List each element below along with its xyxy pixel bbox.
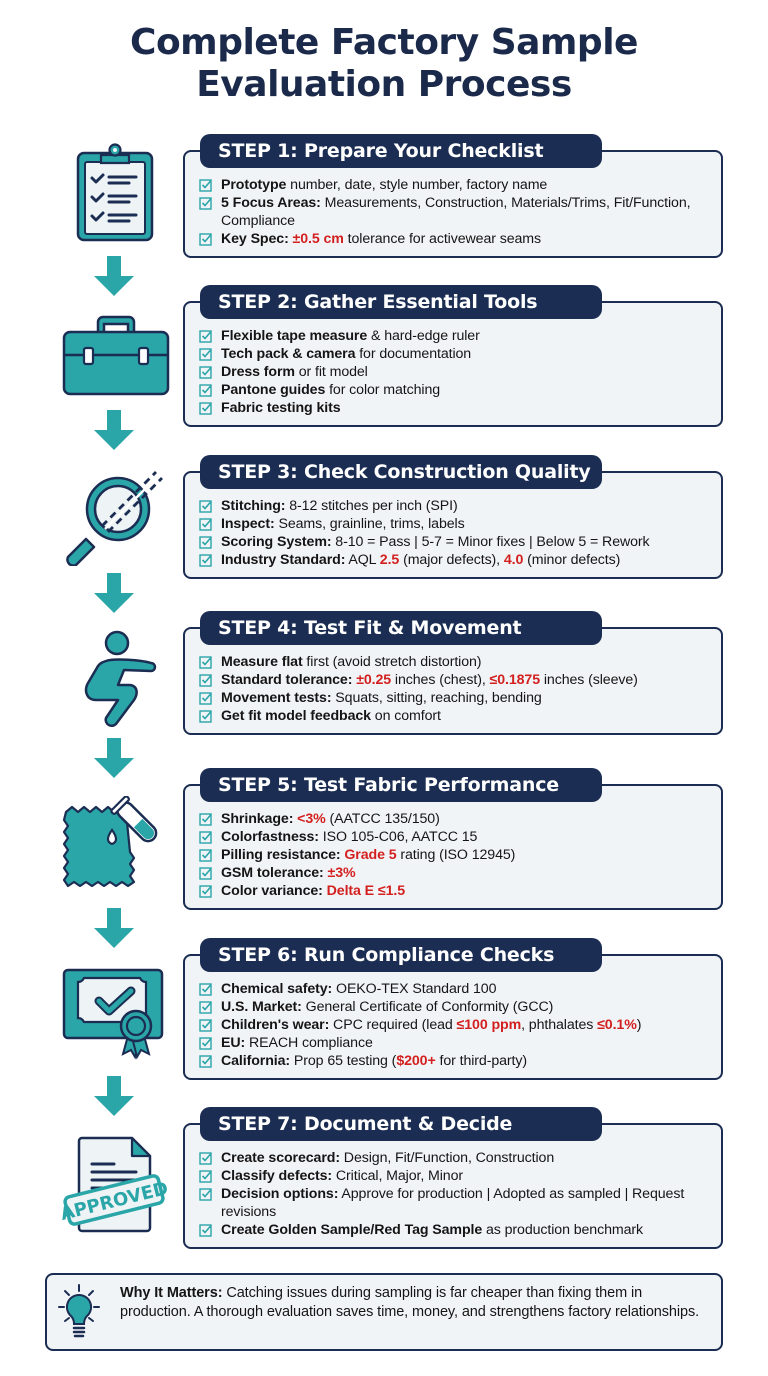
highlight-value: <3% [297,811,326,827]
item-text: Approve for production | Adopted as sampled | Request revisions [221,1186,685,1220]
item-label: Dress form [221,364,295,380]
item-label: Key Spec: [221,231,289,247]
checkbox-checked-icon [199,1223,213,1237]
highlight-value: ±3% [327,865,356,881]
item-text: rating (ISO 12945) [396,847,516,863]
checklist-item [199,551,711,569]
item-text: ) [636,1017,642,1033]
checkbox-checked-icon [199,982,213,996]
checklist-item [199,327,711,345]
checklist-item [199,1016,711,1034]
checkbox-checked-icon [199,884,213,898]
item-label: Decision options: [221,1186,339,1202]
checkbox-checked-icon [199,655,213,669]
item-text: OEKO-TEX Standard 100 [332,981,497,997]
item-text: for third-party) [435,1053,528,1069]
why-it-matters-callout [45,1273,723,1351]
checkbox-checked-icon [199,1169,213,1183]
checklist-item [199,1052,711,1070]
checkbox-checked-icon [199,232,213,246]
step-header: STEP 1: Prepare Your Checklist [200,134,602,168]
step-header: STEP 6: Run Compliance Checks [200,938,602,972]
checklist-item [199,671,711,689]
checklist-item [199,882,711,900]
checklist-item [199,1185,711,1221]
highlight-value: ≤0.1875 [489,672,541,688]
checklist-item [199,230,711,248]
item-text: number, date, style number, factory name [286,177,548,193]
callout-body: Catching issues during sampling is far cheaper than fixing them in production. A thorough evaluation saves time, money, and strengthens factory relationships. [120,1285,700,1320]
magnifying-glass-icon [56,466,176,566]
checkbox-checked-icon [199,499,213,513]
checkbox-checked-icon [199,1151,213,1165]
checklist-item [199,846,711,864]
item-label: Children's wear: [221,1017,330,1033]
checklist-item [199,1149,711,1167]
item-text: & hard-edge ruler [367,328,480,344]
fabric-swatch-test-tube-icon [56,796,176,896]
checkbox-checked-icon [199,401,213,415]
checkbox-checked-icon [199,553,213,567]
item-text: Seams, grainline, trims, labels [274,516,465,532]
checklist-item [199,864,711,882]
step-header: STEP 7: Document & Decide [200,1107,602,1141]
checklist-item [199,828,711,846]
item-text: (AATCC 135/150) [325,811,440,827]
down-arrow-icon [92,256,136,296]
item-text: inches (chest), [391,672,490,688]
checklist-item [199,1221,711,1239]
checkbox-checked-icon [199,866,213,880]
highlight-value: 4.0 [503,552,524,568]
highlight-value: $200+ [396,1053,436,1069]
checkbox-checked-icon [199,383,213,397]
item-label: Shrinkage: [221,811,294,827]
checkbox-checked-icon [199,365,213,379]
step-header: STEP 5: Test Fabric Performance [200,768,602,802]
checkbox-checked-icon [199,1187,213,1201]
item-label: California: [221,1053,291,1069]
checklist-item [199,1167,711,1185]
item-text: ISO 105-C06, AATCC 15 [318,829,478,845]
item-text: for documentation [355,346,472,362]
item-label: Create Golden Sample/Red Tag Sample [221,1222,483,1238]
step-box [183,1123,723,1249]
item-label: U.S. Market: [221,999,302,1015]
checkbox-checked-icon [199,1000,213,1014]
item-label: EU: [221,1035,246,1051]
step-box [183,954,723,1080]
item-label: Prototype [221,177,287,193]
checklist-item [199,381,711,399]
highlight-value: ≤0.1% [597,1017,637,1033]
item-text: , phthalates [521,1017,598,1033]
item-text: Critical, Major, Minor [332,1168,463,1184]
item-text: 8-10 = Pass | 5-7 = Minor fixes | Below 5 = Rework [331,534,650,550]
why-it-matters-text [120,1284,710,1322]
down-arrow-icon [92,1076,136,1116]
step-header: STEP 2: Gather Essential Tools [200,285,602,319]
item-label: Pantone guides [221,382,326,398]
checklist-item [199,653,711,671]
item-label: Tech pack & camera [221,346,356,362]
checkbox-checked-icon [199,1036,213,1050]
item-text: 8-12 stitches per inch (SPI) [285,498,458,514]
item-text: Design, Fit/Function, Construction [339,1150,555,1166]
item-label: GSM tolerance: [221,865,324,881]
checklist-item [199,399,711,417]
item-label: Movement tests: [221,690,332,706]
item-label: Classify defects: [221,1168,333,1184]
item-text: as production benchmark [482,1222,644,1238]
item-text: tolerance for activewear seams [343,231,542,247]
checklist-item [199,689,711,707]
item-text: first (avoid stretch distortion) [302,654,482,670]
checkbox-checked-icon [199,673,213,687]
item-label: Colorfastness: [221,829,319,845]
item-label: Get fit model feedback [221,708,371,724]
checkbox-checked-icon [199,1018,213,1032]
checkbox-checked-icon [199,347,213,361]
checkbox-checked-icon [199,812,213,826]
checkbox-checked-icon [199,329,213,343]
down-arrow-icon [92,410,136,450]
checklist-item [199,497,711,515]
checklist-item [199,533,711,551]
title-line-1: Complete Factory Sample [130,22,638,63]
item-text: Measurements, Construction, Materials/Trims, Fit/Function, Compliance [221,195,691,229]
checklist-item [199,980,711,998]
item-label: Fabric testing kits [221,400,341,416]
callout-label: Why It Matters: [120,1285,223,1301]
item-label: Chemical safety: [221,981,333,997]
checklist-item [199,363,711,381]
highlight-value: Grade 5 [344,847,397,863]
step-header: STEP 4: Test Fit & Movement [200,611,602,645]
item-text: Prop 65 testing ( [290,1053,397,1069]
checkbox-checked-icon [199,830,213,844]
down-arrow-icon [92,573,136,613]
item-label: Scoring System: [221,534,332,550]
step-header: STEP 3: Check Construction Quality [200,455,602,489]
checkbox-checked-icon [199,1054,213,1068]
down-arrow-icon [92,738,136,778]
checklist-item [199,1034,711,1052]
lightbulb-icon [57,1283,101,1343]
highlight-value: ±0.5 cm [292,231,344,247]
item-label: Create scorecard: [221,1150,340,1166]
checklist-item [199,810,711,828]
checklist-item [199,194,711,230]
highlight-value: ±0.25 [356,672,392,688]
step-box [183,784,723,910]
checklist-item [199,345,711,363]
item-text: (minor defects) [523,552,621,568]
item-label: Color variance: [221,883,323,899]
item-text: inches (sleeve) [540,672,638,688]
checklist-item [199,998,711,1016]
item-text: (major defects), [399,552,504,568]
item-label: Inspect: [221,516,275,532]
toolbox-icon [56,312,176,402]
checkbox-checked-icon [199,691,213,705]
title-line-2: Evaluation Process [196,64,572,105]
checklist-item [199,515,711,533]
item-text: on comfort [370,708,441,724]
checklist-item [199,707,711,725]
clipboard-checklist-icon [56,142,176,242]
approved-stamp-label: APPROVED [58,1177,171,1225]
item-text: for color matching [325,382,441,398]
item-text: Squats, sitting, reaching, bending [331,690,542,706]
item-label: 5 Focus Areas: [221,195,321,211]
checkbox-checked-icon [199,535,213,549]
item-text: REACH compliance [245,1035,373,1051]
item-label: Flexible tape measure [221,328,368,344]
checklist-item [199,176,711,194]
highlight-value: Delta E ≤1.5 [326,883,405,899]
item-label: Industry Standard: [221,552,346,568]
item-text: CPC required (lead [329,1017,457,1033]
checkbox-checked-icon [199,178,213,192]
item-label: Pilling resistance: [221,847,341,863]
down-arrow-icon [92,908,136,948]
item-text: or fit model [294,364,368,380]
item-label: Stitching: [221,498,286,514]
checkbox-checked-icon [199,709,213,723]
item-text: AQL [345,552,380,568]
highlight-value: 2.5 [379,552,400,568]
checkbox-checked-icon [199,196,213,210]
item-label: Standard tolerance: [221,672,353,688]
item-label: Measure flat [221,654,303,670]
page-title [0,22,768,106]
step-box [183,301,723,427]
item-text: General Certificate of Conformity (GCC) [301,999,554,1015]
certificate-icon [56,966,176,1066]
checkbox-checked-icon [199,848,213,862]
checkbox-checked-icon [199,517,213,531]
approved-document-icon [56,1134,176,1234]
highlight-value: ≤100 ppm [456,1017,522,1033]
squat-figure-icon [56,628,176,728]
